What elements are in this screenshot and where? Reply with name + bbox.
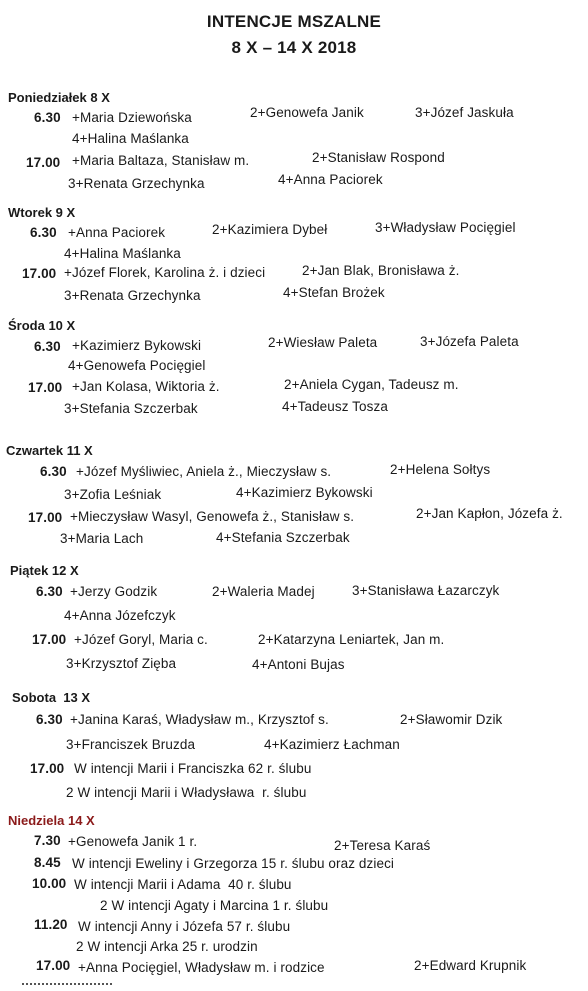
intention-text: 4+Anna Paciorek	[278, 172, 383, 187]
intention-text: 2+Jan Kapłon, Józefa ż.	[416, 506, 563, 521]
day-heading-saturday: Sobota 13 X	[12, 690, 91, 705]
day-heading-wednesday: Środa 10 X	[8, 318, 76, 333]
intention-text: +Anna Pocięgiel, Władysław m. i rodzice	[78, 960, 325, 975]
date-range: 8 X – 14 X 2018	[231, 38, 357, 57]
intention-text: 3+Renata Grzechynka	[68, 176, 205, 191]
intention-text: +Józef Florek, Karolina ż. i dzieci	[64, 265, 266, 280]
intention-text: +Jerzy Godzik	[70, 584, 158, 599]
intention-text: +Józef Goryl, Maria c.	[74, 632, 208, 647]
intention-text: 2+Wiesław Paleta	[268, 335, 378, 350]
intention-text: +Józef Myśliwiec, Aniela ż., Mieczysław s.	[76, 464, 332, 479]
intention-text: 2 W intencji Arka 25 r. urodzin	[76, 939, 258, 954]
day-heading-thursday: Czwartek 11 X	[6, 443, 93, 458]
mass-time: 10.00	[32, 876, 67, 891]
intention-text: 2+Katarzyna Leniartek, Jan m.	[258, 632, 445, 647]
mass-time: 6.30	[34, 110, 61, 125]
page-title: INTENCJE MSZALNE	[206, 12, 382, 31]
intention-text: +Jan Kolasa, Wiktoria ż.	[72, 379, 220, 394]
mass-time: 6.30	[30, 225, 57, 240]
intention-text: +Genowefa Janik 1 r.	[68, 834, 198, 849]
intention-text: 2 W intencji Marii i Władysława r. ślubu	[66, 785, 307, 800]
intention-text: 4+Tadeusz Tosza	[282, 399, 388, 414]
intention-text: 3+Maria Lach	[60, 531, 144, 546]
mass-time: 6.30	[40, 464, 67, 479]
intention-text: +Mieczysław Wasyl, Genowefa ż., Stanisław s.	[70, 509, 355, 524]
intention-text: 4+Stefania Szczerbak	[216, 530, 350, 545]
intention-text: 3+Stefania Szczerbak	[64, 401, 198, 416]
mass-time: 17.00	[22, 266, 57, 281]
mass-time: 17.00	[26, 155, 61, 170]
mass-time: 7.30	[34, 833, 61, 848]
intention-text: 2+Kazimiera Dybeł	[212, 222, 328, 237]
intention-text: 2+Edward Krupnik	[414, 958, 527, 973]
intention-text: 4+Kazimierz Łachman	[264, 737, 400, 752]
intention-text: 2 W intencji Agaty i Marcina 1 r. ślubu	[100, 898, 329, 913]
mass-time: 8.45	[34, 855, 61, 870]
mass-time: 6.30	[36, 712, 63, 727]
intention-text: W intencji Anny i Józefa 57 r. ślubu	[78, 919, 291, 934]
intention-text: 2+Sławomir Dzik	[400, 712, 503, 727]
mass-time: 17.00	[32, 632, 67, 647]
intention-text: 2+Helena Sołtys	[390, 462, 491, 477]
intention-text: +Anna Paciorek	[68, 225, 166, 240]
intention-text: 3+Józef Jaskuła	[415, 105, 514, 120]
intention-text: 3+Józefa Paleta	[420, 334, 519, 349]
intention-text: 2+Aniela Cygan, Tadeusz m.	[284, 377, 459, 392]
intention-text: 4+Halina Maślanka	[72, 131, 189, 146]
intention-text: 3+Władysław Pocięgiel	[375, 220, 516, 235]
intention-text: 2+Jan Blak, Bronisława ż.	[302, 263, 460, 278]
day-heading-friday: Piątek 12 X	[10, 563, 79, 578]
mass-time: 11.20	[34, 917, 68, 932]
day-heading-tuesday: Wtorek 9 X	[8, 205, 76, 220]
mass-time: 17.00	[28, 510, 63, 525]
intention-text: 2+Teresa Karaś	[334, 838, 431, 853]
intention-text: 4+Halina Maślanka	[64, 246, 181, 261]
intention-text: 3+Zofia Leśniak	[64, 487, 162, 502]
intention-text: +Kazimierz Bykowski	[72, 338, 202, 353]
intention-text: W intencji Marii i Adama 40 r. ślubu	[74, 877, 292, 892]
intention-text: 2+Waleria Madej	[212, 584, 315, 599]
mass-time: 6.30	[34, 339, 61, 354]
intention-text: 2+Genowefa Janik	[250, 105, 364, 120]
mass-time: 17.00	[30, 761, 65, 776]
day-heading-sunday: Niedziela 14 X	[8, 813, 95, 828]
intention-text: 4+Genowefa Pocięgiel	[68, 358, 206, 373]
mass-time: 6.30	[36, 584, 63, 599]
day-heading-monday: Poniedziałek 8 X	[8, 90, 110, 105]
intention-text: W intencji Eweliny i Grzegorza 15 r. ślubu oraz dzieci	[72, 856, 395, 871]
intention-text: 2+Stanisław Rospond	[312, 150, 445, 165]
intention-text: 3+Renata Grzechynka	[64, 288, 201, 303]
mass-time: 17.00	[36, 958, 71, 973]
intention-text: 3+Franciszek Bruzda	[66, 737, 196, 752]
intention-text: 3+Stanisława Łazarczyk	[352, 583, 500, 598]
intention-text: +Janina Karaś, Władysław m., Krzysztof s.	[70, 712, 329, 727]
intention-text: 4+Stefan Brożek	[283, 285, 385, 300]
intention-text: +Maria Baltaza, Stanisław m.	[72, 153, 250, 168]
intention-text: 4+Kazimierz Bykowski	[236, 485, 373, 500]
intention-text: 4+Antoni Bujas	[252, 657, 345, 672]
intention-text: 3+Krzysztof Zięba	[66, 656, 177, 671]
intention-text: W intencji Marii i Franciszka 62 r. ślubu	[74, 761, 312, 776]
mass-time: 17.00	[28, 380, 63, 395]
intention-text: 4+Anna Józefczyk	[64, 608, 176, 623]
intention-text: +Maria Dziewońska	[72, 110, 192, 125]
